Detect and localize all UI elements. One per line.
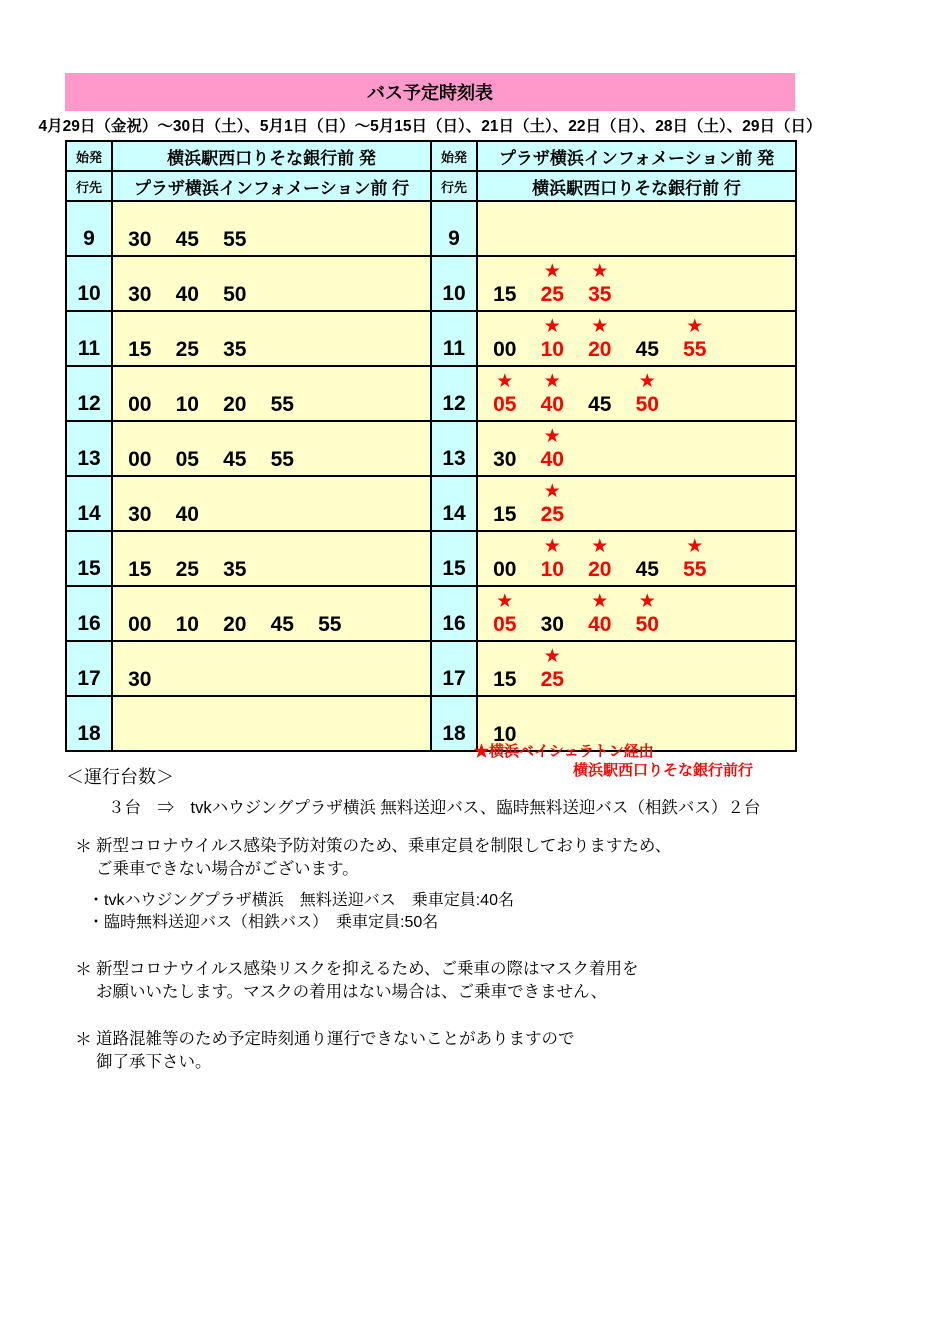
hour-value: 13 xyxy=(77,447,101,470)
minute-slot xyxy=(259,367,307,420)
note-marker: ＊ xyxy=(75,837,92,856)
minute-slot xyxy=(164,532,212,585)
service-dates: 4月29日（金祝）～30日（土）、5月1日（日）～5月15日（日）、21日（土）、22日（日）、28日（土）、29日（日） xyxy=(38,118,822,135)
minute-slot xyxy=(116,312,164,365)
note-text: 新型コロナウイルス感染予防対策のため、乗車定員を制限しておりますため、 ご乗車できない場合がございます。 ・tvkハウジングプラザ横浜 無料送迎バス 乗車定員:40名 ・臨時無料送迎バス（相鉄バス） 乗車定員:50名 xyxy=(96,835,671,934)
minute-value: 00 xyxy=(493,338,517,361)
minute-slot xyxy=(164,202,212,255)
hour-cell-right xyxy=(431,366,477,421)
note xyxy=(65,835,895,934)
minute-value: 45 xyxy=(270,613,294,636)
minute-slot xyxy=(529,257,577,310)
hour-value: 10 xyxy=(77,282,101,305)
minute-value: 00 xyxy=(128,613,152,636)
minute-slot xyxy=(529,587,577,640)
fleet-heading: ＜運行台数＞ xyxy=(66,767,174,787)
minute-slot xyxy=(259,587,307,640)
minute-value: 40 xyxy=(540,448,564,471)
minute-slot xyxy=(164,587,212,640)
minute-slot xyxy=(211,202,259,255)
hour-value: 15 xyxy=(442,557,466,580)
minute-value: 55 xyxy=(683,558,707,581)
right-dest-station: 横浜駅西口りそな銀行前 行 xyxy=(477,171,796,201)
minute-value: 10 xyxy=(175,613,199,636)
minute-value: 45 xyxy=(175,228,199,251)
note-sublist xyxy=(88,890,671,934)
hour-cell-left xyxy=(66,586,112,641)
minute-value: 15 xyxy=(128,338,152,361)
star-icon: ★ xyxy=(543,536,561,557)
minutes-cell-right xyxy=(477,421,796,476)
star-legend-line2: 横浜駅西口りそな銀行前行 xyxy=(573,762,754,779)
hour-cell-right xyxy=(431,201,477,256)
minute-slot xyxy=(116,367,164,420)
hour-value: 15 xyxy=(77,557,101,580)
minute-slot xyxy=(211,367,259,420)
minute-slot xyxy=(211,587,259,640)
minute-value: 15 xyxy=(493,283,517,306)
minute-slot xyxy=(576,532,624,585)
star-icon: ★ xyxy=(543,316,561,337)
hour-cell-left xyxy=(66,201,112,256)
hour-value: 12 xyxy=(442,392,466,415)
hour-value: 16 xyxy=(77,612,101,635)
minute-slot xyxy=(211,257,259,310)
minute-slot xyxy=(164,422,212,475)
hour-cell-right xyxy=(431,586,477,641)
minute-slot xyxy=(529,477,577,530)
minute-slot xyxy=(116,257,164,310)
header-row-start xyxy=(66,141,796,171)
timetable-row xyxy=(66,696,796,751)
minute-value: 45 xyxy=(635,338,659,361)
hour-value: 17 xyxy=(442,667,466,690)
minute-value: 40 xyxy=(175,283,199,306)
minute-value: 20 xyxy=(588,338,612,361)
minute-value: 55 xyxy=(270,393,294,416)
minutes-cell-left xyxy=(112,311,431,366)
minutes-cell-left xyxy=(112,366,431,421)
note-subline: ・臨時無料送迎バス（相鉄バス） 乗車定員:50名 xyxy=(88,914,439,931)
timetable-row xyxy=(66,586,796,641)
hour-value: 14 xyxy=(77,502,101,525)
minute-slot xyxy=(624,312,672,365)
minutes-cell-left xyxy=(112,476,431,531)
minute-slot xyxy=(116,532,164,585)
minute-slot xyxy=(624,532,672,585)
minute-value: 00 xyxy=(128,448,152,471)
minute-value: 30 xyxy=(128,668,152,691)
minute-slot xyxy=(529,422,577,475)
star-icon: ★ xyxy=(686,536,704,557)
hour-cell-right xyxy=(431,641,477,696)
minutes-cell-left xyxy=(112,586,431,641)
hour-cell-left xyxy=(66,311,112,366)
minutes-cell-right xyxy=(477,311,796,366)
minute-value: 20 xyxy=(588,558,612,581)
timetable-row xyxy=(66,531,796,586)
minutes-cell-left xyxy=(112,531,431,586)
hour-value: 18 xyxy=(442,722,466,745)
minute-value: 05 xyxy=(175,448,199,471)
left-start-label: 始発 xyxy=(66,141,112,171)
note xyxy=(65,1028,895,1074)
hour-value: 14 xyxy=(442,502,466,525)
fleet-detail: ３台 ⇒ tvkハウジングプラザ横浜 無料送迎バス、臨時無料送迎バス（相鉄バス）２台 xyxy=(108,799,761,817)
minute-value: 20 xyxy=(223,393,247,416)
minute-slot xyxy=(576,312,624,365)
minute-value: 05 xyxy=(493,393,517,416)
minute-value: 10 xyxy=(540,558,564,581)
minute-slot xyxy=(306,587,354,640)
minute-slot xyxy=(481,312,529,365)
right-start-station: プラザ横浜インフォメーション前 発 xyxy=(477,141,796,171)
minute-slot xyxy=(164,257,212,310)
star-icon: ★ xyxy=(543,371,561,392)
star-icon: ★ xyxy=(591,536,609,557)
minute-value: 40 xyxy=(175,503,199,526)
minute-slot xyxy=(529,532,577,585)
timetable-row xyxy=(66,421,796,476)
hour-cell-left xyxy=(66,476,112,531)
minute-slot xyxy=(481,587,529,640)
minute-slot xyxy=(576,257,624,310)
minutes-cell-right xyxy=(477,586,796,641)
star-icon: ★ xyxy=(686,316,704,337)
minute-value: 10 xyxy=(175,393,199,416)
minute-value: 35 xyxy=(223,558,247,581)
hour-cell-left xyxy=(66,366,112,421)
minute-value: 35 xyxy=(223,338,247,361)
hour-cell-left xyxy=(66,256,112,311)
minute-slot xyxy=(164,312,212,365)
note-text: 新型コロナウイルス感染リスクを抑えるため、ご乗車の際はマスク着用を お願いいたします。マスクの着用はない場合は、ご乗車できません、 xyxy=(96,960,639,1001)
hour-value: 10 xyxy=(442,282,466,305)
minute-slot xyxy=(481,257,529,310)
minute-slot xyxy=(164,367,212,420)
star-icon: ★ xyxy=(543,261,561,282)
minute-value: 15 xyxy=(493,503,517,526)
note-marker: ＊ xyxy=(75,1030,92,1049)
minute-value: 10 xyxy=(540,338,564,361)
minute-slot xyxy=(211,532,259,585)
hour-value: 18 xyxy=(77,722,101,745)
minute-value: 30 xyxy=(540,613,564,636)
star-icon: ★ xyxy=(638,371,656,392)
minute-value: 50 xyxy=(635,613,659,636)
hour-value: 9 xyxy=(448,227,460,250)
minute-value: 40 xyxy=(588,613,612,636)
minute-slot xyxy=(576,367,624,420)
minute-slot xyxy=(529,312,577,365)
hour-cell-left xyxy=(66,531,112,586)
timetable-row xyxy=(66,256,796,311)
minute-value: 25 xyxy=(540,503,564,526)
timetable-row xyxy=(66,641,796,696)
minute-slot xyxy=(481,477,529,530)
minutes-cell-left xyxy=(112,696,431,751)
minutes-cell-left xyxy=(112,256,431,311)
timetable-row xyxy=(66,201,796,256)
hour-value: 13 xyxy=(442,447,466,470)
hour-value: 9 xyxy=(83,227,95,250)
hour-cell-right xyxy=(431,256,477,311)
minute-value: 35 xyxy=(588,283,612,306)
hour-cell-right xyxy=(431,421,477,476)
note-marker: ＊ xyxy=(75,960,92,979)
minute-value: 25 xyxy=(175,558,199,581)
minute-value: 55 xyxy=(270,448,294,471)
minutes-cell-right xyxy=(477,531,796,586)
star-icon: ★ xyxy=(543,646,561,667)
minutes-cell-left xyxy=(112,201,431,256)
minute-value: 25 xyxy=(175,338,199,361)
minutes-cell-right xyxy=(477,641,796,696)
note-subline: ・tvkハウジングプラザ横浜 無料送迎バス 乗車定員:40名 xyxy=(88,892,514,909)
star-icon: ★ xyxy=(543,481,561,502)
minute-value: 50 xyxy=(635,393,659,416)
left-start-station: 横浜駅西口りそな銀行前 発 xyxy=(112,141,431,171)
bus-timetable xyxy=(65,140,797,752)
minute-value: 45 xyxy=(223,448,247,471)
hour-cell-right xyxy=(431,476,477,531)
minute-slot xyxy=(671,532,719,585)
hour-value: 12 xyxy=(77,392,101,415)
right-start-label: 始発 xyxy=(431,141,477,171)
hour-value: 16 xyxy=(442,612,466,635)
minute-slot xyxy=(116,642,164,695)
minute-slot xyxy=(576,587,624,640)
minute-value: 55 xyxy=(318,613,342,636)
left-dest-label: 行先 xyxy=(66,171,112,201)
timetable-row xyxy=(66,366,796,421)
hour-cell-left xyxy=(66,641,112,696)
minute-value: 50 xyxy=(223,283,247,306)
minute-slot xyxy=(116,477,164,530)
minute-slot xyxy=(211,422,259,475)
minute-slot xyxy=(481,422,529,475)
minute-slot xyxy=(211,312,259,365)
hour-cell-left xyxy=(66,421,112,476)
minute-value: 30 xyxy=(128,228,152,251)
minutes-cell-right xyxy=(477,476,796,531)
minute-value: 15 xyxy=(128,558,152,581)
page-title: バス予定時刻表 xyxy=(367,83,493,103)
star-icon: ★ xyxy=(496,371,514,392)
hour-value: 11 xyxy=(442,337,466,360)
minute-value: 55 xyxy=(223,228,247,251)
minutes-cell-right xyxy=(477,201,796,256)
minute-slot xyxy=(624,367,672,420)
minute-value: 45 xyxy=(588,393,612,416)
minute-slot xyxy=(624,587,672,640)
timetable-row xyxy=(66,311,796,366)
note-text: 道路混雑等のため予定時刻通り運行できないことがありますので 御了承下さい。 xyxy=(96,1030,575,1071)
minutes-cell-left xyxy=(112,421,431,476)
notes xyxy=(65,835,895,1074)
star-icon: ★ xyxy=(591,591,609,612)
minute-value: 20 xyxy=(223,613,247,636)
minute-slot xyxy=(164,477,212,530)
minute-slot xyxy=(116,422,164,475)
minute-value: 15 xyxy=(493,668,517,691)
minute-value: 00 xyxy=(128,393,152,416)
minute-slot xyxy=(481,642,529,695)
minute-slot xyxy=(481,532,529,585)
minute-value: 25 xyxy=(540,668,564,691)
star-icon: ★ xyxy=(496,591,514,612)
star-legend-line1: ★横浜ベイシェラトン経由 xyxy=(474,743,654,760)
minutes-cell-right xyxy=(477,366,796,421)
minute-slot xyxy=(116,587,164,640)
star-icon: ★ xyxy=(591,316,609,337)
minute-value: 30 xyxy=(128,503,152,526)
star-icon: ★ xyxy=(543,426,561,447)
minute-slot xyxy=(671,312,719,365)
hour-value: 11 xyxy=(77,337,101,360)
note xyxy=(65,958,895,1004)
minute-value: 55 xyxy=(683,338,707,361)
hour-value: 17 xyxy=(77,667,101,690)
left-dest-station: プラザ横浜インフォメーション前 行 xyxy=(112,171,431,201)
minute-value: 30 xyxy=(128,283,152,306)
star-icon: ★ xyxy=(638,591,656,612)
minute-slot xyxy=(529,642,577,695)
minute-value: 10 xyxy=(493,723,517,746)
minute-value: 40 xyxy=(540,393,564,416)
minute-value: 30 xyxy=(493,448,517,471)
minutes-cell-right xyxy=(477,256,796,311)
hour-cell-right xyxy=(431,531,477,586)
star-icon: ★ xyxy=(591,261,609,282)
minute-slot xyxy=(481,367,529,420)
header-row-dest xyxy=(66,171,796,201)
timetable-row xyxy=(66,476,796,531)
hour-cell-right xyxy=(431,696,477,751)
hour-cell-left xyxy=(66,696,112,751)
page-title-bar xyxy=(65,73,795,111)
right-dest-label: 行先 xyxy=(431,171,477,201)
minute-slot xyxy=(116,202,164,255)
minute-value: 45 xyxy=(635,558,659,581)
hour-cell-right xyxy=(431,311,477,366)
minute-slot xyxy=(529,367,577,420)
minute-value: 25 xyxy=(540,283,564,306)
minute-slot xyxy=(259,422,307,475)
minutes-cell-left xyxy=(112,641,431,696)
minute-value: 05 xyxy=(493,613,517,636)
minute-value: 00 xyxy=(493,558,517,581)
